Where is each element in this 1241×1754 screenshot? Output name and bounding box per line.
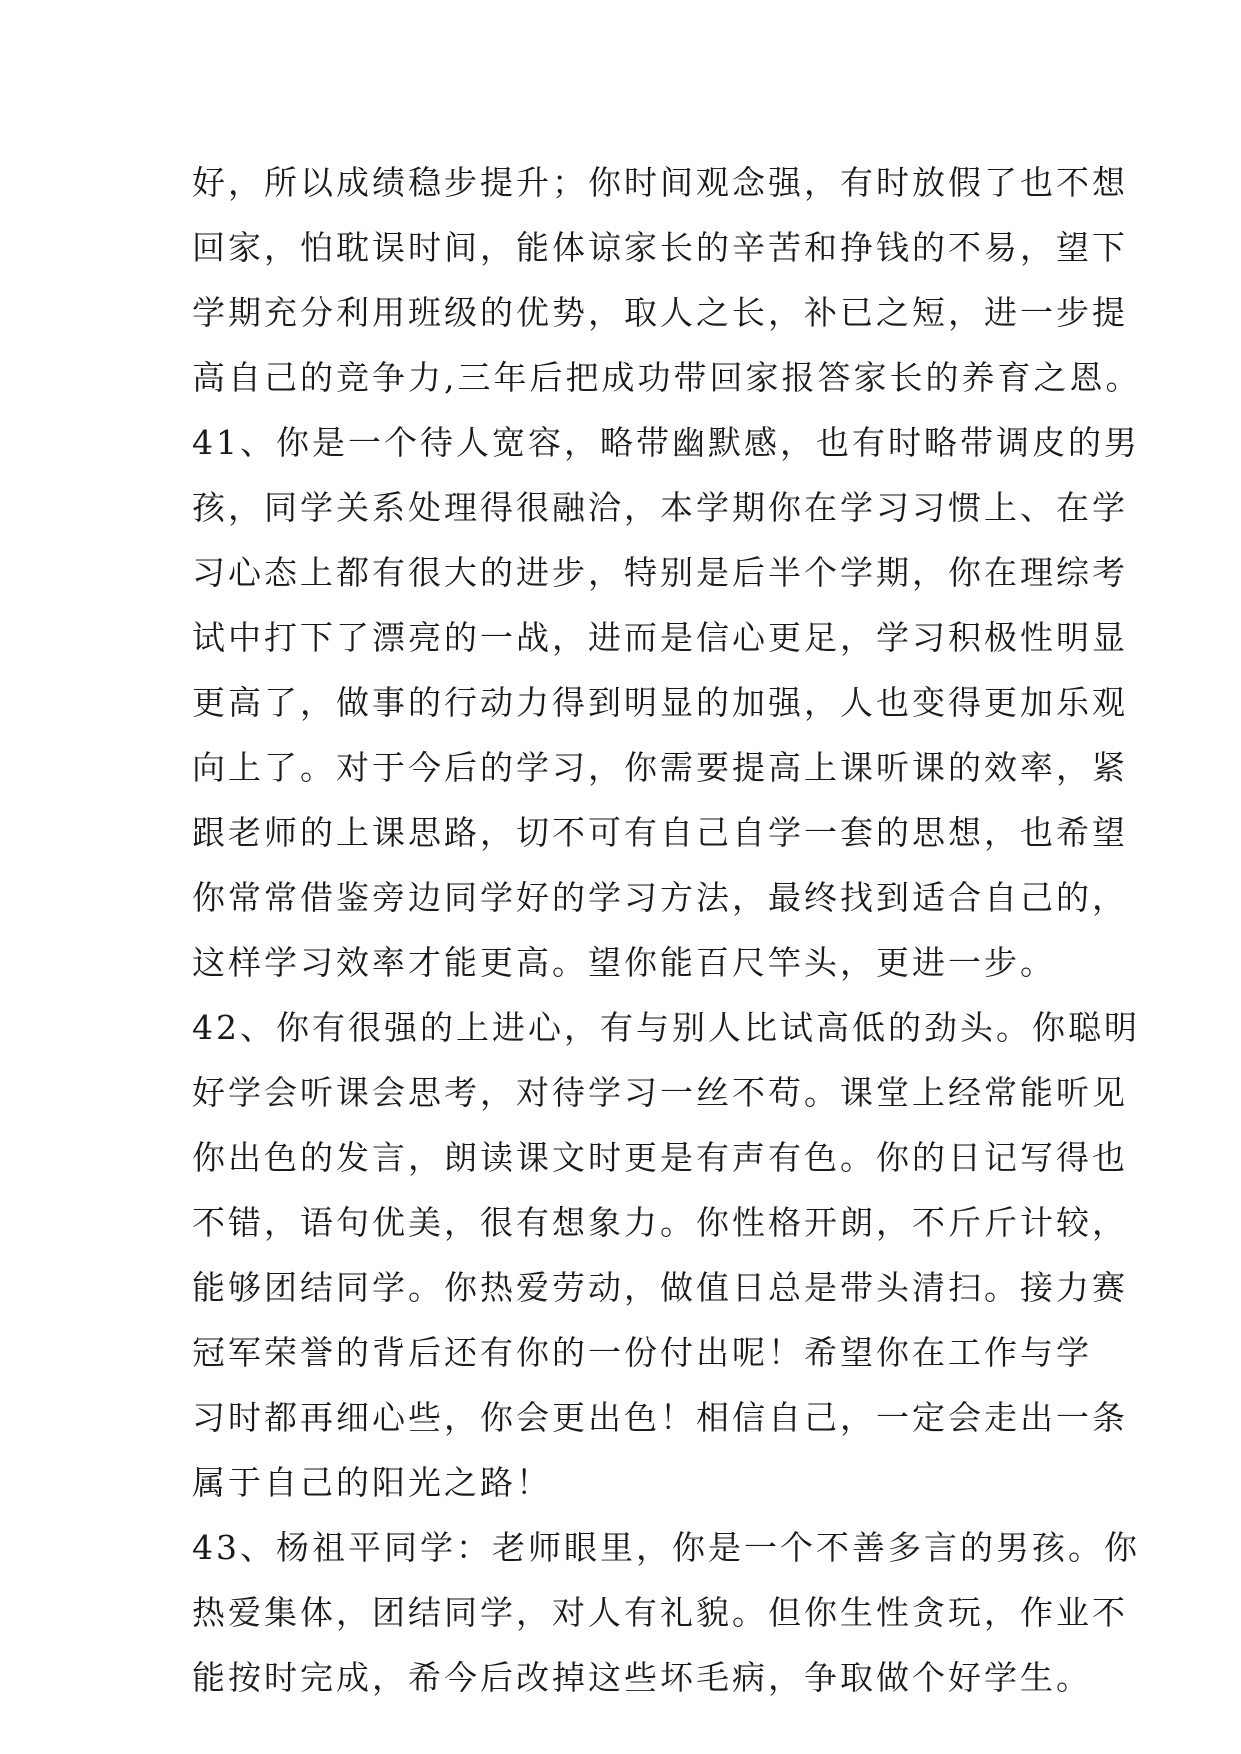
text-line: 高自己的竞争力,三年后把成功带回家报答家长的养育之恩。: [192, 358, 1142, 397]
text-line: 这样学习效率才能更高。望你能百尺竿头，更进一步。: [192, 943, 1056, 982]
text-line: 42、你有很强的上进心，有与别人比试高低的劲头。你聪明: [192, 1008, 1140, 1047]
text-line: 习心态上都有很大的进步，特别是后半个学期，你在理综考: [192, 553, 1128, 592]
text-line: 你常常借鉴旁边同学好的学习方法，最终找到适合自己的，: [192, 878, 1128, 917]
text-line: 跟老师的上课思路，切不可有自己自学一套的思想，也希望: [192, 813, 1128, 852]
text-line: 回家，怕耽误时间，能体谅家长的辛苦和挣钱的不易，望下: [192, 228, 1128, 267]
text-line: 你出色的发言，朗读课文时更是有声有色。你的日记写得也: [192, 1138, 1128, 1177]
text-line: 好学会听课会思考，对待学习一丝不苟。课堂上经常能听见: [192, 1073, 1128, 1112]
text-line: 能按时完成，希今后改掉这些坏毛病，争取做个好学生。: [192, 1658, 1092, 1697]
text-line: 不错，语句优美，很有想象力。你性格开朗，不斤斤计较，: [192, 1203, 1128, 1242]
text-line: 43、杨祖平同学：老师眼里，你是一个不善多言的男孩。你: [192, 1528, 1140, 1567]
text-line: 冠军荣誉的背后还有你的一份付出呢！希望你在工作与学: [192, 1333, 1092, 1372]
text-line: 试中打下了漂亮的一战，进而是信心更足，学习积极性明显: [192, 618, 1128, 657]
body-text: [192, 158, 1142, 1718]
text-line: 向上了。对于今后的学习，你需要提高上课听课的效率，紧: [192, 748, 1128, 787]
text-line: 能够团结同学。你热爱劳动，做值日总是带头清扫。接力赛: [192, 1268, 1128, 1307]
text-line: 习时都再细心些，你会更出色！相信自己，一定会走出一条: [192, 1398, 1128, 1437]
text-line: 热爱集体，团结同学，对人有礼貌。但你生性贪玩，作业不: [192, 1593, 1128, 1632]
text-line: 更高了，做事的行动力得到明显的加强，人也变得更加乐观: [192, 683, 1128, 722]
text-line: 孩，同学关系处理得很融洽，本学期你在学习习惯上、在学: [192, 488, 1128, 527]
text-line: 好，所以成绩稳步提升；你时间观念强，有时放假了也不想: [192, 163, 1128, 202]
text-line: 学期充分利用班级的优势，取人之长，补已之短，进一步提: [192, 293, 1128, 332]
text-line: 41、你是一个待人宽容，略带幽默感，也有时略带调皮的男: [192, 423, 1140, 462]
text-line: 属于自己的阳光之路！: [192, 1463, 552, 1502]
